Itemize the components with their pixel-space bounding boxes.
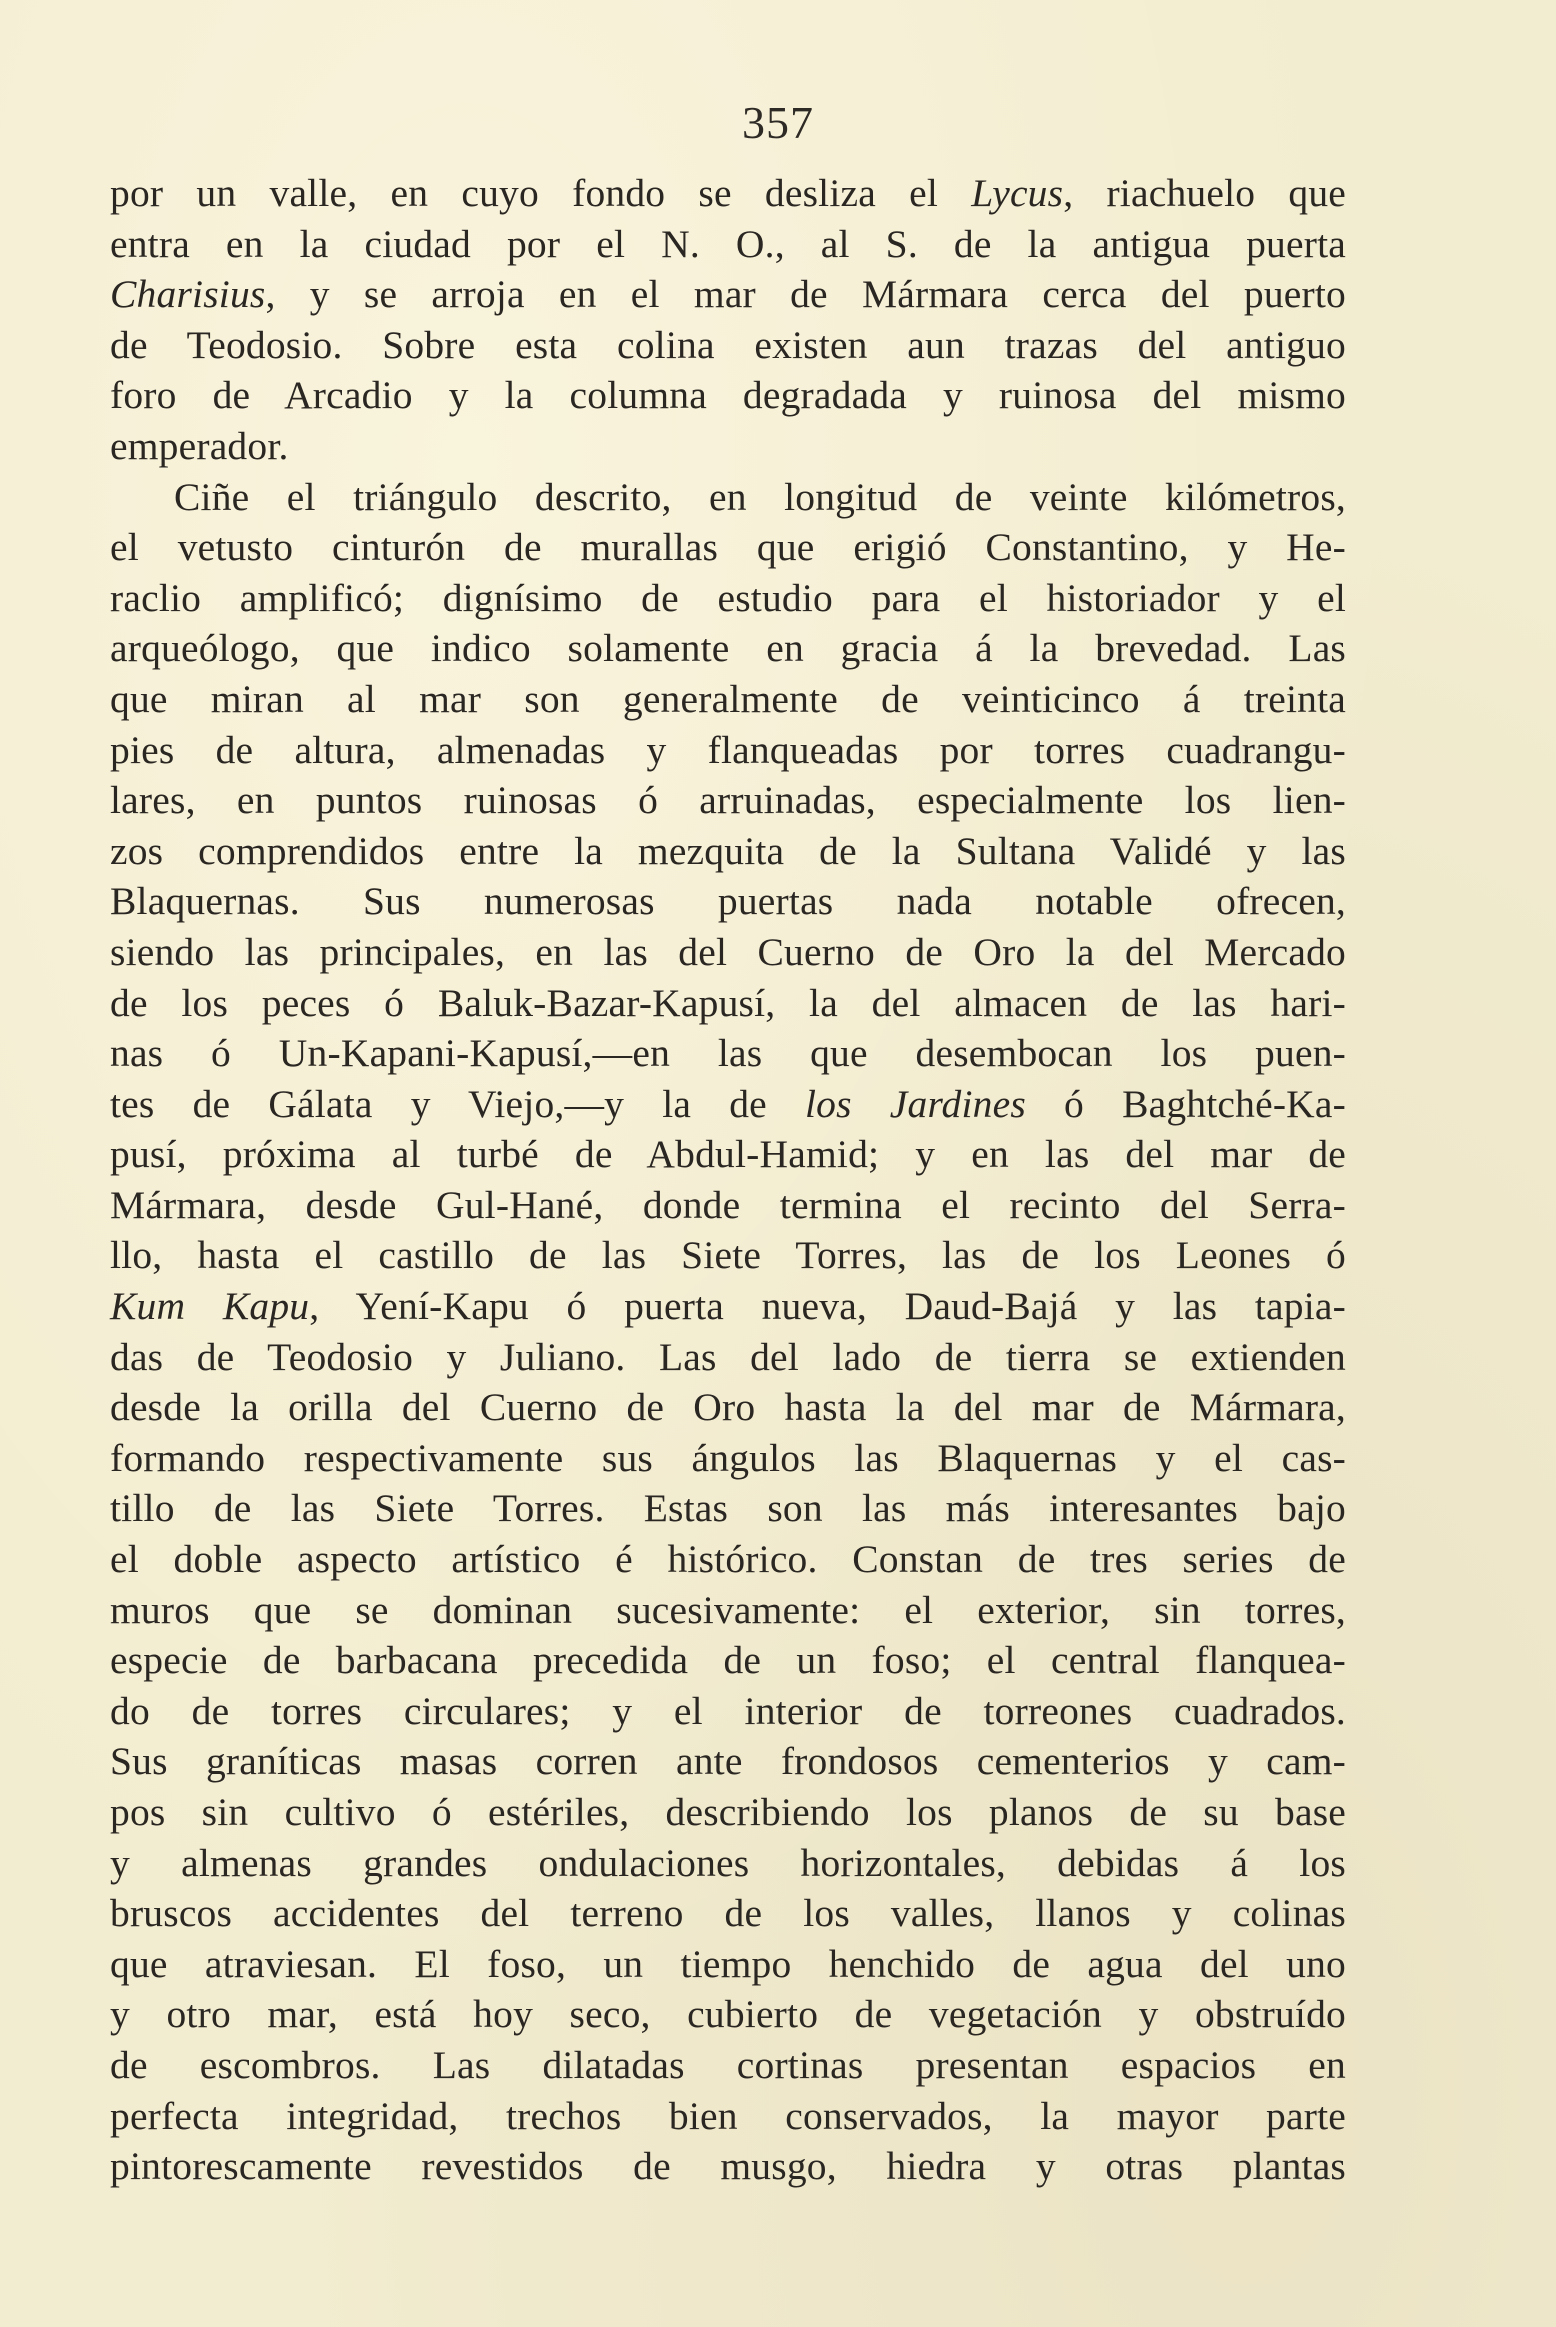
text-line — [110, 522, 1346, 573]
text-run: lares, en puntos ruinosas ó arruinadas, especialmente los lien- — [110, 778, 1346, 823]
text-line — [110, 1129, 1346, 1180]
text-run: nas ó Un-Kapani-Kapusí,—en las que desembocan los puen- — [110, 1031, 1346, 1076]
text-line — [110, 2141, 1346, 2192]
text-run: de los peces ó Baluk-Bazar-Kapusí, la del almacen de las hari- — [110, 980, 1346, 1025]
text-line — [110, 1585, 1346, 1636]
text-line — [110, 472, 1346, 523]
text-line — [110, 876, 1346, 927]
body-text — [110, 168, 1346, 2192]
text-line — [110, 1483, 1346, 1534]
text-line — [110, 1939, 1346, 1990]
text-run: especie de barbacana precedida de un foso; el central flanquea- — [110, 1638, 1346, 1683]
text-run: llo, hasta el castillo de las Siete Torres, las de los Leones ó — [110, 1233, 1346, 1278]
text-run: de Teodosio. Sobre esta colina existen aun trazas del antiguo — [110, 322, 1346, 367]
text-run: do de torres circulares; y el interior de torreones cuadrados. — [110, 1688, 1346, 1733]
text-line — [110, 1180, 1346, 1231]
text-line — [110, 1787, 1346, 1838]
text-run: tillo de las Siete Torres. Estas son las más interesantes bajo — [110, 1486, 1346, 1531]
text-line — [110, 320, 1346, 371]
text-run: zos comprendidos entre la mezquita de la Sultana Validé y las — [110, 828, 1346, 873]
text-line — [110, 1635, 1346, 1686]
italic-text: los Jardines — [804, 1081, 1026, 1126]
text-run: , riachuelo que — [1063, 171, 1346, 215]
text-line — [110, 1736, 1346, 1787]
text-run: siendo las principales, en las del Cuerno de Oro la del Mercado — [110, 929, 1346, 974]
text-run: pintorescamente revestidos de musgo, hiedra y otras plantas — [110, 2144, 1346, 2189]
text-run: Blaquernas. Sus numerosas puertas nada notable ofrecen, — [110, 879, 1346, 924]
italic-text: Lycus — [971, 171, 1064, 215]
text-run: , y se arroja en el mar de Mármara cerca del puerto — [265, 272, 1346, 317]
text-line — [110, 421, 1346, 472]
text-line — [110, 219, 1346, 270]
text-line — [110, 978, 1346, 1029]
text-run: bruscos accidentes del terreno de los valles, llanos y colinas — [110, 1891, 1346, 1936]
italic-text: Charisius — [110, 272, 266, 317]
text-run: desde la orilla del Cuerno de Oro hasta la del mar de Mármara, — [110, 1385, 1346, 1430]
text-run: emperador. — [110, 423, 289, 468]
text-run: muros que se dominan sucesivamente: el exterior, sin torres, — [110, 1587, 1346, 1632]
text-run: y otro mar, está hoy seco, cubierto de vegetación y obstruído — [110, 1992, 1346, 2037]
text-run: raclio amplificó; dignísimo de estudio para el historiador y el — [110, 575, 1346, 620]
text-line — [110, 1534, 1346, 1585]
text-run: formando respectivamente sus ángulos las Blaquernas y el cas- — [110, 1435, 1346, 1480]
text-line — [110, 1230, 1346, 1281]
text-run: , Yení-Kapu ó puerta nueva, Daud-Bajá y las tapia- — [309, 1284, 1346, 1329]
text-run: que atraviesan. El foso, un tiempo henchido de agua del uno — [110, 1941, 1346, 1986]
text-line — [110, 2091, 1346, 2142]
text-run: ó Baghtché-Ka- — [1025, 1081, 1346, 1126]
text-line — [110, 1281, 1346, 1332]
text-line — [110, 927, 1346, 978]
text-run: pusí, próxima al turbé de Abdul-Hamid; y en las del mar de — [110, 1132, 1346, 1177]
text-line — [110, 1079, 1346, 1130]
text-line — [110, 623, 1346, 674]
text-run: entra en la ciudad por el N. O., al S. de la antigua puerta — [110, 221, 1346, 266]
text-run: Mármara, desde Gul-Hané, donde termina el recinto del Serra- — [110, 1182, 1346, 1227]
text-run: de escombros. Las dilatadas cortinas presentan espacios en — [110, 2042, 1346, 2087]
text-line — [110, 1433, 1346, 1484]
text-run: pos sin cultivo ó estériles, describiendo los planos de su base — [110, 1790, 1346, 1834]
text-line — [110, 1989, 1346, 2040]
text-run: el doble aspecto artístico é histórico. Constan de tres series de — [110, 1537, 1346, 1582]
italic-text: Kum Kapu — [110, 1284, 310, 1329]
text-run: el vetusto cinturón de murallas que erigió Constantino, y He- — [110, 525, 1346, 570]
text-run: y almenas grandes ondulaciones horizontales, debidas á los — [110, 1840, 1346, 1885]
text-run: Sus graníticas masas corren ante frondosos cementerios y cam- — [110, 1739, 1346, 1784]
text-run: perfecta integridad, trechos bien conservados, la mayor parte — [110, 2093, 1346, 2138]
text-line — [110, 1888, 1346, 1939]
text-line — [110, 674, 1346, 725]
text-run: das de Teodosio y Juliano. Las del lado de tierra se extienden — [110, 1334, 1346, 1379]
text-line — [110, 775, 1346, 826]
text-line — [110, 1686, 1346, 1737]
text-line — [110, 269, 1346, 320]
text-line — [110, 1382, 1346, 1433]
text-run: pies de altura, almenadas y flanqueadas por torres cuadrangu- — [110, 727, 1346, 772]
text-line — [110, 573, 1346, 624]
text-run: arqueólogo, que indico solamente en gracia á la brevedad. Las — [110, 626, 1346, 671]
text-line — [110, 1332, 1346, 1383]
text-line — [110, 168, 1346, 219]
text-line — [110, 826, 1346, 877]
text-run: por un valle, en cuyo fondo se desliza el — [110, 171, 972, 215]
text-run: que miran al mar son generalmente de veinticinco á treinta — [110, 676, 1346, 721]
text-line — [110, 725, 1346, 776]
text-line — [110, 2040, 1346, 2091]
text-run: foro de Arcadio y la columna degradada y ruinosa del mismo — [110, 373, 1346, 418]
text-run: Ciñe el triángulo descrito, en longitud de veinte kilómetros, — [174, 474, 1346, 519]
text-line — [110, 370, 1346, 421]
text-line — [110, 1838, 1346, 1889]
page-number: 357 — [742, 97, 814, 148]
text-run: tes de Gálata y Viejo,—y la de — [110, 1081, 805, 1126]
text-line — [110, 1028, 1346, 1079]
